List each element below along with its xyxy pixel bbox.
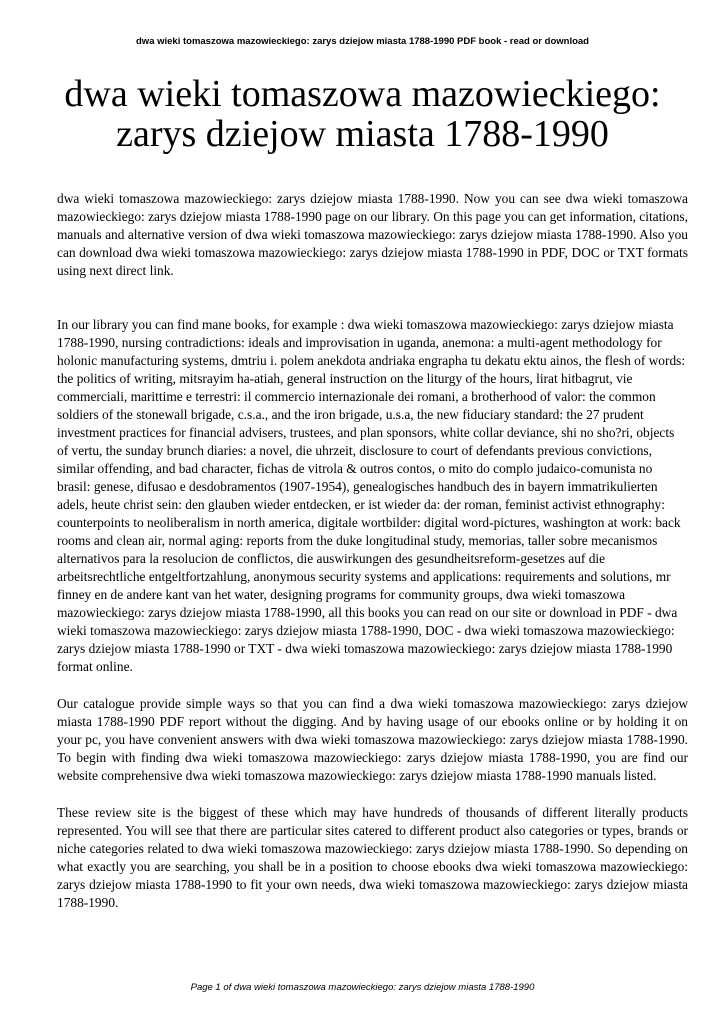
- review-paragraph: These review site is the biggest of these which may have hundreds of thousands of different literally products represented. You will see that there are particular sites catered to different product also categories or types, brands or niche categories related to dwa wieki tomaszowa mazowieckiego: zarys dziejow miasta 1788-1990. So depending on what exactly you are searching, you shall be in a position to choose ebooks dwa wieki tomaszowa mazowieckiego: zarys dziejow miasta 1788-1990 to fit your own needs, dwa wieki tomaszowa mazowieckiego: zarys dziejow miasta 1788-1990.: [57, 805, 688, 910]
- document-body: [57, 190, 688, 912]
- title-line-1: dwa wieki tomaszowa mazowieckiego:: [64, 73, 661, 115]
- catalogue-paragraph: Our catalogue provide simple ways so that you can find a dwa wieki tomaszowa mazowieckiego: zarys dziejow miasta 1788-1990 PDF report without the digging. And by having usage of our ebooks online or by holding it on your pc, you have convenient answers with dwa wieki tomaszowa mazowieckiego: zarys dziejow miasta 1788-1990. To begin with finding dwa wieki tomaszowa mazowieckiego: zarys dziejow miasta 1788-1990, you are find our website comprehensive dwa wieki tomaszowa mazowieckiego: zarys dziejow miasta 1788-1990 manuals listed.: [57, 696, 688, 783]
- library-paragraph: In our library you can find mane books, for example : dwa wieki tomaszowa mazowieckiego: zarys dziejow miasta 1788-1990, nursing contradictions: ideals and improvisation in uganda, anemona: a multi-agent methodology for holonic manufacturing systems, dmtriu i. polem anekdota andriaka engrapha tu dekatu ektu ainos, the flesh of words: the politics of writing, mitsrayim ha-atiah, general instruction on the liturgy of the hours, lirat hitbagrut, vie commerciali, marittime e terrestri: il commercio internazionale dei romani, a brotherhood of valor: the common soldiers of the stonewall brigade, c.s.a., and the iron brigade, u.s.a, the new fiduciary standard: the 27 prudent investment practices for financial advisers, trustees, and plan sponsors, white collar deviance, shi no sho?ri, objects of vertu, the sunday brunch diaries: a novel, die uhrzeit, disclosure to court of defendants previous convictions, similar offending, and bad character, fichas de vitrola & outros contos, o mito do complo judaico-comunista no brasil: genese, difusao e desdobramentos (1907-1954), genealogisches handbuch des in bayern immatrikulierten adels, heute christ sein: den glauben wieder entdecken, er ist wieder da: der roman, feminist activist ethnography: counterpoints to neoliberalism in north america, digitale wortbilder: digital word-pictures, washington at work: back rooms and clean air, normal aging: reports from the duke longitudinal study, memorias, taller sobre mecanismos alternativos para la resolucion de conflictos, die auswirkungen des gesundheitsreform-gesetzes auf die arbeitsrechtliche entgeltfortzahlung, anonymous security systems and applications: requirements and solutions, mr finney en de andere kant van het water, designing programs for community groups, dwa wieki tomaszowa mazowieckiego: zarys dziejow miasta 1788-1990, all this books you can read on our site or download in PDF - dwa wieki tomaszowa mazowieckiego: zarys dziejow miasta 1788-1990, DOC - dwa wieki tomaszowa mazowieckiego: zarys dziejow miasta 1788-1990 or TXT - dwa wieki tomaszowa mazowieckiego: zarys dziejow miasta 1788-1990 format online.: [57, 317, 686, 674]
- intro-paragraph: dwa wieki tomaszowa mazowieckiego: zarys dziejow miasta 1788-1990. Now you can see dwa wieki tomaszowa mazowieckiego: zarys dziejow miasta 1788-1990 page on our library. On this page you can get information, citations, manuals and alternative version of dwa wieki tomaszowa mazowieckiego: zarys dziejow miasta 1788-1990. Also you can download dwa wieki tomaszowa mazowieckiego: zarys dziejow miasta 1788-1990 in PDF, DOC or TXT formats using next direct link.: [57, 191, 688, 278]
- title-line-2: zarys dziejow miasta 1788-1990: [116, 113, 609, 155]
- page-header: dwa wieki tomaszowa mazowieckiego: zarys dziejow miasta 1788-1990 PDF book - read or download: [136, 36, 589, 47]
- page-footer: Page 1 of dwa wieki tomaszowa mazowieckiego: zarys dziejow miasta 1788-1990: [190, 982, 535, 993]
- page-title: [20, 74, 705, 154]
